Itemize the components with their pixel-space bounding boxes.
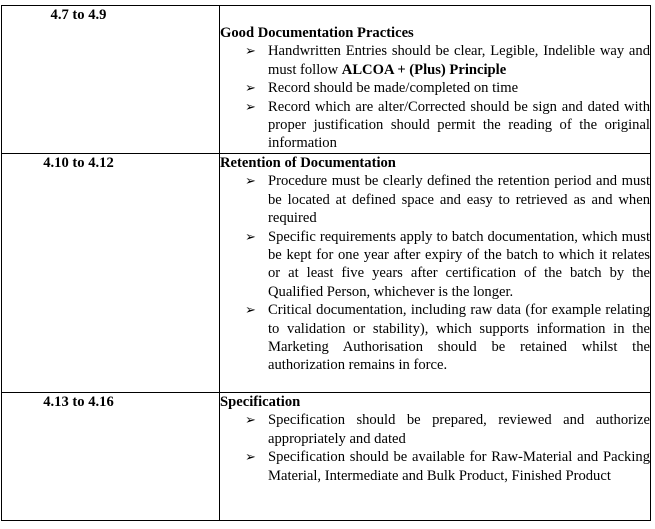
section-number: 4.7 to 4.9 (50, 7, 107, 23)
section-content-cell (220, 6, 651, 154)
list-item (245, 172, 650, 227)
point-text: Specific requirements apply to batch documentation, which must be kept for one year after expiry of the batch to which it relates or at least five years after certification of the batch by the Qualified Person, whichever is the longer. (268, 228, 650, 300)
list-item (245, 79, 650, 97)
bullet-list (220, 42, 650, 152)
cell-top-spacer (220, 6, 650, 24)
documentation-table (1, 5, 651, 521)
section-title: Specification (220, 394, 301, 410)
arrow-bullet-icon: ➢ (245, 412, 256, 428)
point-text: Specification should be prepared, reviewed and authorize appropriately and dated (268, 412, 650, 447)
point-text: Specification should be available for Raw-Material and Packing Material, Intermediate and Bulk Product, Finished Product (268, 449, 650, 484)
section-title: Retention of Documentation (220, 155, 396, 171)
arrow-bullet-icon: ➢ (245, 302, 256, 318)
section-number: 4.10 to 4.12 (43, 155, 114, 171)
list-item (245, 448, 650, 485)
section-number-cell (2, 154, 220, 393)
arrow-bullet-icon: ➢ (245, 43, 256, 59)
point-text: Critical documentation, including raw data (for example relating to validation or stability), which supports information in the Marketing Authorisation should be retained whilst the authorization remains in force. (268, 302, 650, 374)
list-item (245, 301, 650, 375)
arrow-bullet-icon: ➢ (245, 80, 256, 96)
table-row-good-documentation (2, 6, 651, 154)
section-number-cell (2, 6, 220, 154)
section-number: 4.13 to 4.16 (43, 394, 114, 410)
arrow-bullet-icon: ➢ (245, 173, 256, 189)
point-text: Record which are alter/Corrected should be sign and dated with proper justification should permit the reading of the original information (268, 98, 650, 152)
point-emphasis: ALCOA + (Plus) Principle (341, 61, 507, 78)
list-item (245, 228, 650, 302)
arrow-bullet-icon: ➢ (245, 449, 256, 465)
point-text: Procedure must be clearly defined the retention period and must be located at defined space and easy to retrieved as and when required (268, 173, 650, 227)
list-item (245, 98, 650, 153)
section-number-cell (2, 393, 220, 521)
bullet-list (220, 172, 650, 374)
bullet-list (220, 411, 650, 485)
section-content-cell (220, 154, 651, 393)
table-row-retention (2, 154, 651, 393)
table-row-specification (2, 393, 651, 521)
section-content-cell (220, 393, 651, 521)
point-text: Handwritten Entries should be clear, Legible, Indelible way and must follow (268, 43, 650, 78)
point-text: Record should be made/completed on time (268, 80, 519, 97)
list-item (245, 411, 650, 448)
arrow-bullet-icon: ➢ (245, 98, 256, 114)
arrow-bullet-icon: ➢ (245, 228, 256, 244)
list-item (245, 42, 650, 79)
section-title: Good Documentation Practices (220, 25, 414, 41)
